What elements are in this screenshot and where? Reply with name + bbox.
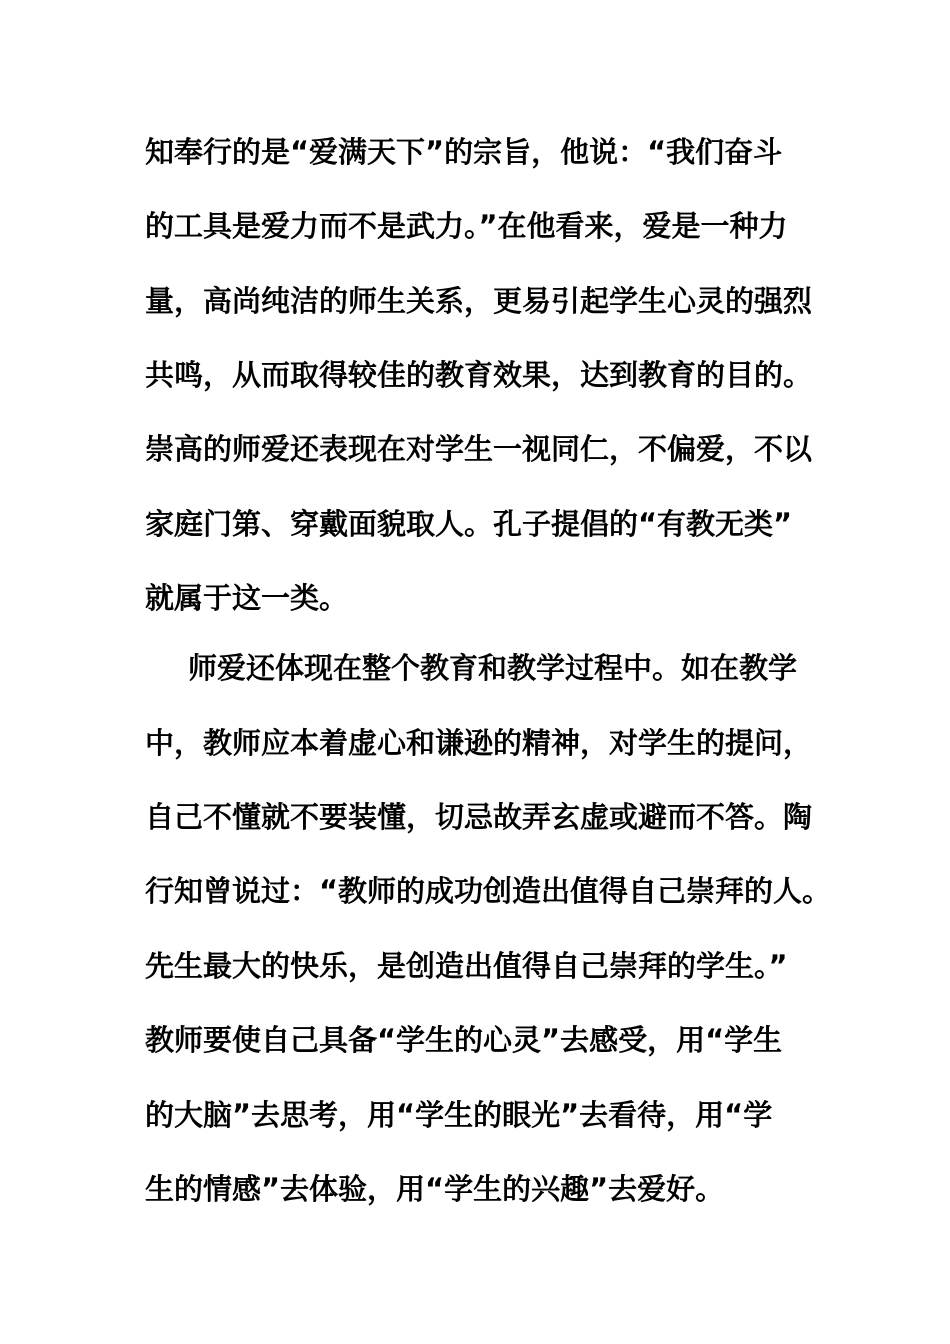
- text-line-4: 共鸣，从而取得较佳的教育效果，达到教育的目的。: [145, 358, 813, 392]
- text-line-2: 的工具是爱力而不是武力。”在他看来，爱是一种力: [145, 209, 788, 243]
- text-line-8: 师爱还体现在整个教育和教学过程中。如在教学: [188, 651, 798, 685]
- text-line-6: 家庭门第、穿戴面貌取人。孔子提倡的“有教无类”: [145, 507, 793, 541]
- text-line-3: 量，高尚纯洁的师生关系，更易引起学生心灵的强烈: [145, 284, 813, 318]
- text-line-11: 行知曾说过：“教师的成功创造出值得自己崇拜的人。: [145, 874, 832, 908]
- text-line-5: 崇高的师爱还表现在对学生一视同仁，不偏爱，不以: [145, 432, 813, 466]
- text-line-15: 生的情感”去体验，用“学生的兴趣”去爱好。: [145, 1172, 725, 1206]
- text-line-7: 就属于这一类。: [145, 581, 349, 615]
- text-line-14: 的大脑”去思考，用“学生的眼光”去看待，用“学: [145, 1098, 773, 1132]
- text-line-13: 教师要使自己具备“学生的心灵”去感受，用“学生: [145, 1023, 783, 1057]
- text-line-12: 先生最大的快乐，是创造出值得自己崇拜的学生。”: [145, 949, 788, 983]
- text-line-10: 自己不懂就不要装懂，切忌故弄玄虚或避而不答。陶: [145, 800, 813, 834]
- text-line-9: 中，教师应本着虚心和谦逊的精神，对学生的提问，: [145, 726, 813, 760]
- text-line-1: 知奉行的是“爱满天下”的宗旨，他说：“我们奋斗: [145, 135, 783, 169]
